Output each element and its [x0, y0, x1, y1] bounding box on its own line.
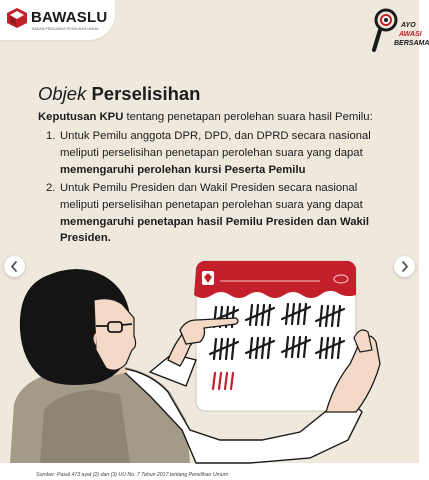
brand-tagline: BADAN PENGAWAS PEMILIHAN UMUM — [32, 27, 99, 31]
source-caption: Sumber: Pasal 473 ayat (2) dan (3) UU No. 7 Tahun 2017 tentang Pemilihan Umum — [36, 472, 229, 478]
list-item-text: Presiden. — [60, 232, 111, 244]
list-number: 2. — [46, 182, 56, 194]
intro-rest: tentang penetapan perolehan suara hasil Pemilu: — [126, 111, 373, 123]
campaign-badge — [372, 6, 429, 54]
list-item-text: memengaruhi penetapan hasil Pemilu Presiden dan Wakil — [60, 216, 370, 228]
bawaslu-logo-icon — [6, 7, 28, 29]
intro-text — [38, 111, 373, 123]
chevron-right-icon — [394, 256, 415, 277]
intro-bold: Keputusan KPU — [38, 111, 124, 123]
carousel-next-button[interactable] — [394, 256, 415, 277]
list-item-text: Untuk Pemilu Presiden dan Wakil Presiden secara nasional — [60, 182, 358, 194]
list-item-text: meliputi perselisihan penetapan perolehan suara yang dapat — [60, 199, 363, 211]
list-item-text: meliputi perselisihan penetapan perolehan suara yang dapat — [60, 147, 363, 159]
campaign-line-3: BERSAMA — [394, 40, 429, 47]
campaign-line-2: AWASI — [399, 31, 422, 38]
page-title — [38, 83, 200, 105]
carousel-prev-button[interactable] — [4, 256, 25, 277]
list-item-text: Untuk Pemilu anggota DPR, DPD, dan DPRD secara nasional — [60, 130, 371, 142]
brand-logo — [0, 0, 115, 40]
title-italic: Objek — [38, 83, 87, 104]
campaign-line-1: AYO — [401, 22, 416, 29]
list-item-text: memengaruhi perolehan kursi Peserta Pemilu — [60, 164, 306, 176]
list-number: 1. — [46, 130, 56, 142]
brand-name: BAWASLU — [31, 9, 108, 26]
chevron-left-icon — [4, 256, 25, 277]
title-bold: Perselisihan — [91, 83, 201, 104]
